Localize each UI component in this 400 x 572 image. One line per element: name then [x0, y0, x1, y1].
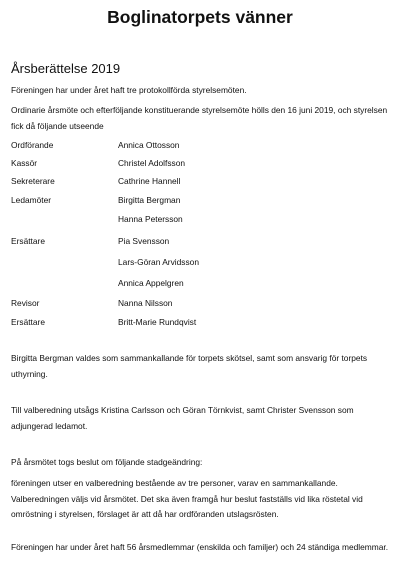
board-role: Kassör	[11, 158, 38, 168]
board-member-name: Cathrine Hannell	[118, 176, 181, 186]
board-member-name: Christel Adolfsson	[118, 158, 186, 168]
board-role: Ordförande	[11, 140, 54, 150]
bylaw-text: föreningen utser en valberedning bestående av tre personer, varav en sammankallande. Valberedningen väljs vid årsmötet. Det ska även framgå hur beslut fastställs vid lika röstetal vid omröstning i styrelsen, förslaget är att då har ordföranden utslagsrösten.	[11, 478, 363, 519]
board-member-name: Annica Ottosson	[118, 140, 180, 150]
board-row	[11, 317, 196, 328]
board-role: Ledamöter	[11, 195, 52, 205]
board-row	[11, 158, 185, 169]
board-member-name: Lars-Göran Arvidsson	[118, 257, 199, 267]
document-title: Boglinatorpets vänner	[107, 7, 293, 27]
board-member-name: Britt-Marie Rundqvist	[118, 317, 197, 327]
board-member-name: Annica Appelgren	[118, 278, 184, 288]
board-role: Ersättare	[11, 236, 45, 246]
board-member-name: Hanna Petersson	[118, 214, 183, 224]
board-row	[11, 257, 199, 268]
board-row	[11, 298, 172, 309]
board-row	[11, 214, 183, 225]
nomination-paragraph: Till valberedning utsågs Kristina Carlsson och Göran Törnkvist, samt Christer Svensson som adjungerad ledamot.	[11, 405, 354, 431]
board-member-name: Birgitta Bergman	[118, 195, 181, 205]
board-row	[11, 140, 179, 151]
board-role: Ersättare	[11, 317, 45, 327]
board-row	[11, 236, 169, 247]
report-heading: Årsberättelse 2019	[11, 61, 121, 76]
intro-paragraph: Föreningen har under året haft tre protokollförda styrelsemöten.	[11, 85, 247, 95]
bylaw-intro: På årsmötet togs beslut om följande stadgeändring:	[11, 457, 203, 467]
board-member-name: Pia Svensson	[118, 236, 170, 246]
board-role: Sekreterare	[11, 176, 55, 186]
convener-paragraph: Birgitta Bergman valdes som sammankallande för torpets skötsel, samt som ansvarig för torpets uthyrning.	[11, 353, 368, 379]
board-role: Revisor	[11, 298, 40, 308]
board-member-name: Nanna Nilsson	[118, 298, 173, 308]
board-row	[11, 278, 184, 289]
membership-paragraph: Föreningen har under året haft 56 årsmedlemmar (enskilda och familjer) och 24 ständiga medlemmar.	[11, 542, 389, 552]
annual-meeting-paragraph: Ordinarie årsmöte och efterföljande konstituerande styrelsemöte hölls den 16 juni 2019, och styrelsen fick då följande utseende	[11, 105, 388, 131]
board-row	[11, 195, 180, 206]
board-row	[11, 176, 180, 187]
